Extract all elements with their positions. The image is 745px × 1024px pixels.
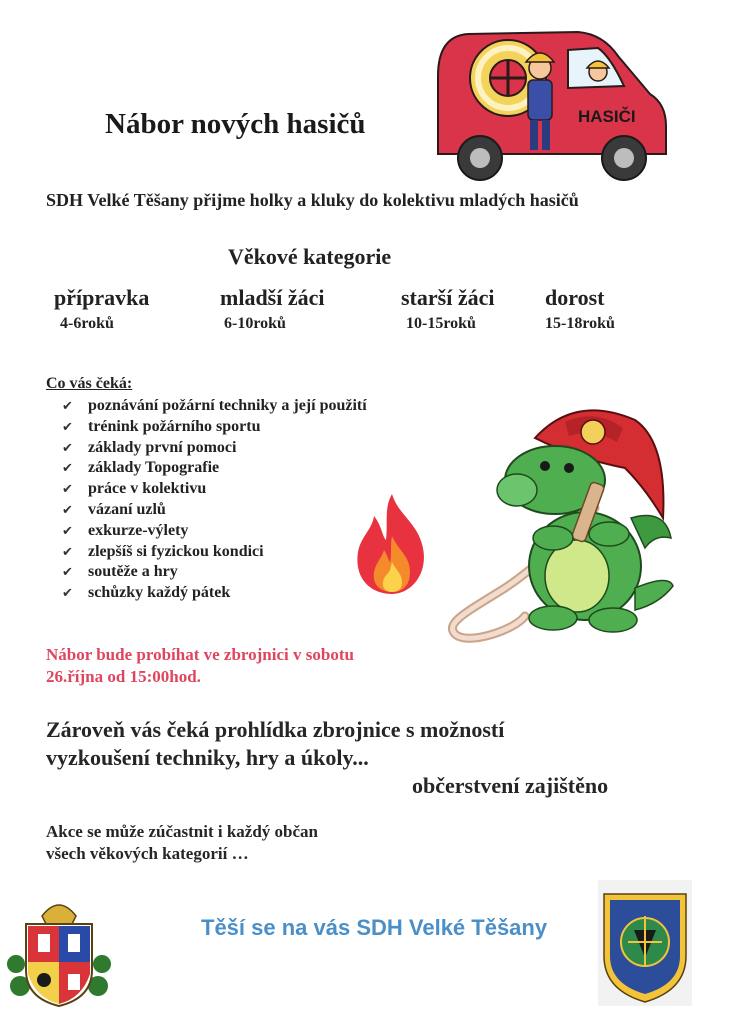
list-item xyxy=(62,417,367,438)
checkmark-icon: ✔ xyxy=(62,399,73,414)
tour-line: Zároveň vás čeká prohlídka zbrojnice s možností xyxy=(46,717,505,742)
list-item-label: zlepšíš si fyzickou kondici xyxy=(88,542,264,560)
list-item xyxy=(62,521,367,542)
subtitle: SDH Velké Těšany přijme holky a kluky do kolektivu mladých hasičů xyxy=(46,190,579,210)
list-item-label: trénink požárního sportu xyxy=(88,417,261,435)
category-name: dorost xyxy=(545,285,605,310)
checkmark-icon: ✔ xyxy=(62,461,73,477)
list-item xyxy=(62,562,367,583)
checkmark-icon: ✔ xyxy=(62,440,73,456)
checkmark-icon: ✔ xyxy=(62,523,73,539)
tour-info xyxy=(46,716,504,772)
list-item-label: schůzky každý pátek xyxy=(88,584,231,602)
checkmark-icon: ✔ xyxy=(62,502,73,518)
list-item xyxy=(62,438,367,459)
list-item-label: soutěže a hry xyxy=(88,563,178,581)
flame-icon xyxy=(352,492,432,596)
recruitment-line: 26.října od 15:00hod. xyxy=(46,667,201,686)
recruitment-info xyxy=(46,644,354,688)
list-item-label: práce v kolektivu xyxy=(88,480,207,498)
category-age: 6-10roků xyxy=(224,315,286,332)
category-name: mladší žáci xyxy=(220,285,325,310)
czech-coat-of-arms xyxy=(6,894,112,1010)
list-item xyxy=(62,396,367,417)
category-name: starší žáci xyxy=(401,285,495,310)
expect-heading: Co vás čeká: xyxy=(46,375,133,392)
list-item xyxy=(62,458,367,479)
list-item-label: vázaní uzlů xyxy=(88,500,166,518)
list-item-label: exkurze-výlety xyxy=(88,521,189,539)
page-title: Nábor nových hasičů xyxy=(105,108,366,140)
categories-heading: Věkové kategorie xyxy=(228,244,392,269)
checkmark-icon: ✔ xyxy=(62,586,73,602)
category-age: 10-15roků xyxy=(406,315,476,332)
category-age: 15-18roků xyxy=(545,315,615,332)
category-name: přípravka xyxy=(54,285,150,310)
refreshments-note: občerstvení zajištěno xyxy=(412,773,609,798)
list-item xyxy=(62,479,367,500)
fire-truck-illustration xyxy=(428,16,678,188)
list-item xyxy=(62,583,367,604)
action-line: Akce se může zúčastnit i každý občan xyxy=(46,822,318,841)
list-item-label: poznávání požární techniky a její použití xyxy=(88,397,367,414)
dragon-firefighter-illustration xyxy=(445,398,677,648)
sdh-badge xyxy=(598,880,692,1006)
tour-line: vyzkoušení techniky, hry a úkoly... xyxy=(46,745,369,770)
checkmark-icon: ✔ xyxy=(62,419,73,435)
action-note xyxy=(46,821,318,865)
list-item xyxy=(62,542,367,563)
list-item-label: základy Topografie xyxy=(88,459,220,477)
checkmark-icon: ✔ xyxy=(62,565,73,581)
truck-label: HASIČI xyxy=(578,107,636,126)
footer-greeting: Těší se na vás SDH Velké Těšany xyxy=(201,915,548,940)
expect-list xyxy=(62,396,367,604)
list-item-label: základy první pomoci xyxy=(88,438,237,456)
checkmark-icon: ✔ xyxy=(62,544,73,560)
recruitment-line: Nábor bude probíhat ve zbrojnici v sobotu xyxy=(46,645,354,664)
action-line: všech věkových kategorií … xyxy=(46,844,249,863)
checkmark-icon: ✔ xyxy=(62,482,73,498)
category-age: 4-6roků xyxy=(60,315,114,332)
list-item xyxy=(62,500,367,521)
